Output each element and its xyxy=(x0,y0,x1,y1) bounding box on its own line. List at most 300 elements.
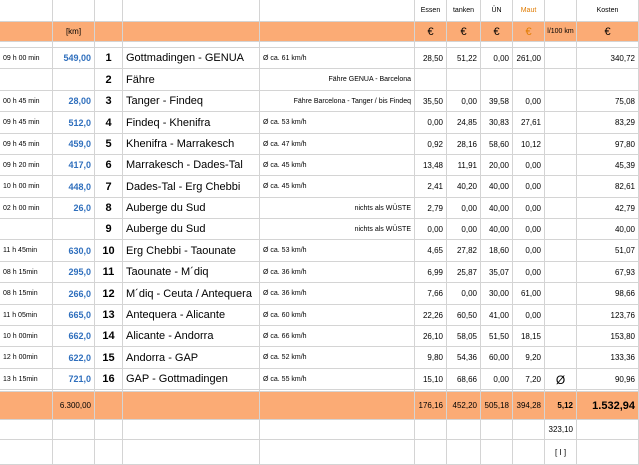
avg-row-cell[interactable] xyxy=(95,368,123,392)
row-maut-text: 0,00 xyxy=(525,203,541,213)
row-speed[interactable] xyxy=(260,240,415,262)
row-number[interactable] xyxy=(95,219,123,240)
row-essen[interactable] xyxy=(415,155,447,176)
row-route[interactable] xyxy=(123,112,260,134)
row-essen-text: 0,92 xyxy=(427,139,443,149)
row-essen[interactable] xyxy=(415,219,447,240)
header-blank-cell[interactable] xyxy=(0,0,53,22)
row-number[interactable] xyxy=(95,134,123,155)
row-tanken-text: 68,66 xyxy=(456,374,477,384)
row-kosten[interactable] xyxy=(577,219,639,240)
row-uen-text: 40,00 xyxy=(488,224,509,234)
row-kosten-text: 83,29 xyxy=(614,118,635,127)
totals-cell[interactable] xyxy=(260,392,415,420)
row-uen-text: 0,00 xyxy=(493,53,509,63)
row-speed[interactable] xyxy=(260,326,415,347)
header-kosten[interactable] xyxy=(577,0,639,22)
data-cell[interactable] xyxy=(0,69,53,91)
row-km[interactable] xyxy=(53,305,95,326)
unit-km-text: [km] xyxy=(65,27,82,36)
row-maut[interactable] xyxy=(513,134,545,155)
avg-row-cell[interactable] xyxy=(53,368,95,392)
total-tanken[interactable] xyxy=(447,392,481,420)
row-number[interactable] xyxy=(95,176,123,198)
header-blank-cell[interactable] xyxy=(260,0,415,22)
row-maut[interactable] xyxy=(513,176,545,198)
row-km[interactable] xyxy=(53,48,95,69)
row-maut[interactable] xyxy=(513,326,545,347)
row-speed[interactable] xyxy=(260,155,415,176)
row-km[interactable] xyxy=(53,326,95,347)
data-cell[interactable] xyxy=(447,69,481,91)
row-essen[interactable] xyxy=(415,91,447,112)
row-uen[interactable] xyxy=(481,48,513,69)
row-uen[interactable] xyxy=(481,347,513,369)
row-tanken[interactable] xyxy=(447,262,481,283)
row-kosten[interactable] xyxy=(577,240,639,262)
row-time[interactable] xyxy=(0,326,53,347)
row-time[interactable] xyxy=(0,305,53,326)
row-km-text: 26,0 xyxy=(73,203,91,213)
data-cell[interactable] xyxy=(53,69,95,91)
row-time[interactable] xyxy=(0,48,53,69)
row-maut[interactable] xyxy=(513,240,545,262)
unit-euro-maut-text: € xyxy=(525,25,532,38)
row-time[interactable] xyxy=(0,283,53,305)
row-uen[interactable] xyxy=(481,134,513,155)
row-uen[interactable] xyxy=(481,155,513,176)
row-uen-text: 39,58 xyxy=(488,96,509,106)
row-tanken-text: 11,91 xyxy=(457,160,477,170)
total-kosten-text: 1.532,94 xyxy=(592,399,635,412)
extra-cell[interactable] xyxy=(53,440,95,465)
unit-euro-maut[interactable] xyxy=(513,22,545,42)
row-kosten[interactable] xyxy=(577,326,639,347)
row-time[interactable] xyxy=(0,176,53,198)
row-kosten-text: 45,39 xyxy=(614,160,635,170)
avg-row-cell[interactable] xyxy=(123,368,260,392)
row-essen[interactable] xyxy=(415,134,447,155)
row-route-text: Erg Chebbi - Taounate xyxy=(126,244,236,257)
row-speed[interactable] xyxy=(260,347,415,369)
header-essen[interactable] xyxy=(415,0,447,22)
row-note[interactable] xyxy=(260,219,415,240)
row-speed[interactable] xyxy=(260,176,415,198)
row-speed-text: Ø ca. 61 km/h xyxy=(263,54,307,62)
row-route[interactable] xyxy=(123,305,260,326)
row-uen[interactable] xyxy=(481,176,513,198)
row-maut-text: 0,00 xyxy=(525,310,541,320)
row-route[interactable] xyxy=(123,198,260,219)
row-tanken[interactable] xyxy=(447,198,481,219)
data-cell[interactable] xyxy=(545,155,577,176)
row-tanken[interactable] xyxy=(447,134,481,155)
row-kosten[interactable] xyxy=(577,262,639,283)
data-cell[interactable] xyxy=(545,262,577,283)
data-cell[interactable] xyxy=(545,219,577,240)
row-km-text: 630,0 xyxy=(68,245,91,256)
row-route[interactable] xyxy=(123,69,260,91)
total-per100[interactable] xyxy=(545,392,577,420)
extra-cell[interactable] xyxy=(577,440,639,465)
row-speed[interactable] xyxy=(260,48,415,69)
row-time-text: 12 h 00min xyxy=(3,354,38,361)
row-route-text: GAP - Gottmadingen xyxy=(126,373,228,385)
totals-cell[interactable] xyxy=(0,392,53,420)
extra-value[interactable] xyxy=(545,420,577,440)
row-route[interactable] xyxy=(123,326,260,347)
row-km[interactable] xyxy=(53,240,95,262)
row-time[interactable] xyxy=(0,262,53,283)
row-tanken-text: 25,87 xyxy=(456,267,477,277)
row-km[interactable] xyxy=(53,347,95,369)
extra-cell[interactable] xyxy=(415,440,447,465)
row-km-text: 662,0 xyxy=(68,331,91,341)
row-route-text: Alicante - Andorra xyxy=(126,330,214,342)
row-essen[interactable] xyxy=(415,347,447,369)
header-blank-cell[interactable] xyxy=(53,0,95,22)
row-time-text: 09 h 00 min xyxy=(3,54,40,62)
row-tanken-text: 51,22 xyxy=(456,53,477,63)
row-route[interactable] xyxy=(123,347,260,369)
row-maut-text: 0,00 xyxy=(525,182,541,191)
row-number[interactable] xyxy=(95,240,123,262)
total-essen[interactable] xyxy=(415,392,447,420)
row-km[interactable] xyxy=(53,134,95,155)
extra-cell[interactable] xyxy=(447,420,481,440)
row-number[interactable] xyxy=(95,91,123,112)
row-tanken[interactable] xyxy=(447,305,481,326)
row-essen-text: 22,26 xyxy=(422,310,443,320)
unit-row-cell[interactable] xyxy=(123,22,260,42)
unit-km[interactable] xyxy=(53,22,95,42)
row-km[interactable] xyxy=(53,283,95,305)
row-route-text: Dades-Tal - Erg Chebbi xyxy=(126,180,241,193)
row-number[interactable] xyxy=(95,305,123,326)
row-speed[interactable] xyxy=(260,134,415,155)
row-route[interactable] xyxy=(123,262,260,283)
unit-euro-uen[interactable] xyxy=(481,22,513,42)
extra-cell[interactable] xyxy=(123,440,260,465)
data-cell[interactable] xyxy=(545,326,577,347)
row-kosten[interactable] xyxy=(577,305,639,326)
row-uen[interactable] xyxy=(481,219,513,240)
header-uen[interactable] xyxy=(481,0,513,22)
row-number[interactable] xyxy=(95,112,123,134)
data-cell[interactable] xyxy=(545,198,577,219)
row-time[interactable] xyxy=(0,347,53,369)
row-km[interactable] xyxy=(53,155,95,176)
data-cell[interactable] xyxy=(545,112,577,134)
row-maut[interactable] xyxy=(513,262,545,283)
row-speed-text: Ø ca. 36 km/h xyxy=(263,268,307,276)
row-uen[interactable] xyxy=(481,326,513,347)
row-maut[interactable] xyxy=(513,155,545,176)
data-cell[interactable] xyxy=(545,69,577,91)
extra-cell[interactable] xyxy=(577,420,639,440)
extra-cell[interactable] xyxy=(53,420,95,440)
row-kosten[interactable] xyxy=(577,198,639,219)
avg-row-cell[interactable] xyxy=(260,368,415,392)
row-km[interactable] xyxy=(53,176,95,198)
extra-cell[interactable] xyxy=(123,420,260,440)
row-km-text: 295,0 xyxy=(68,267,91,277)
row-number-text: 5 xyxy=(105,138,112,150)
extra-cell[interactable] xyxy=(260,420,415,440)
row-uen[interactable] xyxy=(481,91,513,112)
header-kosten-text: Kosten xyxy=(596,7,619,14)
row-maut[interactable] xyxy=(513,112,545,134)
row-route-text: Taounate - M´diq xyxy=(126,266,209,278)
header-essen-text: Essen xyxy=(420,7,441,14)
data-cell[interactable] xyxy=(0,219,53,240)
row-maut-text: 7,20 xyxy=(525,374,541,384)
total-kosten[interactable] xyxy=(577,392,639,420)
row-kosten-text: 98,66 xyxy=(614,289,635,298)
extra-cell[interactable] xyxy=(447,440,481,465)
row-essen[interactable] xyxy=(415,283,447,305)
data-cell[interactable] xyxy=(577,69,639,91)
row-maut[interactable] xyxy=(513,305,545,326)
row-maut[interactable] xyxy=(513,283,545,305)
data-cell[interactable] xyxy=(545,283,577,305)
row-km[interactable] xyxy=(53,262,95,283)
unit-euro-kosten[interactable] xyxy=(577,22,639,42)
row-essen-text: 15,10 xyxy=(422,374,443,384)
unit-euro-tanken[interactable] xyxy=(447,22,481,42)
row-note[interactable] xyxy=(260,198,415,219)
row-essen[interactable] xyxy=(415,48,447,69)
extra-cell[interactable] xyxy=(513,420,545,440)
average-symbol[interactable] xyxy=(545,368,577,392)
row-km-text: 448,0 xyxy=(68,181,91,192)
row-tanken[interactable] xyxy=(447,326,481,347)
row-time[interactable] xyxy=(0,198,53,219)
header-tanken[interactable] xyxy=(447,0,481,22)
row-essen[interactable] xyxy=(415,176,447,198)
row-speed-text: Ø ca. 53 km/h xyxy=(263,119,307,126)
row-route[interactable] xyxy=(123,219,260,240)
row-maut[interactable] xyxy=(513,347,545,369)
data-cell[interactable] xyxy=(53,219,95,240)
avg-row-cell[interactable] xyxy=(481,368,513,392)
extra-cell[interactable] xyxy=(0,440,53,465)
data-cell[interactable] xyxy=(481,69,513,91)
header-blank-cell[interactable] xyxy=(123,0,260,22)
unit-per100[interactable] xyxy=(545,22,577,42)
row-number-text: 7 xyxy=(105,180,112,193)
row-kosten[interactable] xyxy=(577,112,639,134)
row-tanken[interactable] xyxy=(447,91,481,112)
row-route-text: Fähre xyxy=(126,73,155,86)
row-uen-text: 40,00 xyxy=(488,182,509,191)
row-time-text: 09 h 45 min xyxy=(3,140,40,148)
extra-value-text: 323,10 xyxy=(548,425,573,434)
row-maut-text: 10,12 xyxy=(520,139,541,149)
data-cell[interactable] xyxy=(545,240,577,262)
row-uen[interactable] xyxy=(481,283,513,305)
row-tanken[interactable] xyxy=(447,240,481,262)
row-number-text: 11 xyxy=(102,266,115,278)
row-uen[interactable] xyxy=(481,262,513,283)
row-uen[interactable] xyxy=(481,112,513,134)
row-route[interactable] xyxy=(123,91,260,112)
extra-cell[interactable] xyxy=(260,440,415,465)
row-speed-text: Ø ca. 36 km/h xyxy=(263,290,307,297)
row-number[interactable] xyxy=(95,155,123,176)
data-cell[interactable] xyxy=(545,347,577,369)
row-uen-text: 20,00 xyxy=(488,160,509,170)
row-kosten-text: 67,93 xyxy=(614,267,635,277)
row-time[interactable] xyxy=(0,240,53,262)
row-km[interactable] xyxy=(53,198,95,219)
row-kosten[interactable] xyxy=(577,176,639,198)
row-km[interactable] xyxy=(53,91,95,112)
row-maut[interactable] xyxy=(513,198,545,219)
unit-euro-essen[interactable] xyxy=(415,22,447,42)
row-tanken[interactable] xyxy=(447,48,481,69)
extra-cell[interactable] xyxy=(481,440,513,465)
row-route[interactable] xyxy=(123,283,260,305)
avg-row-cell[interactable] xyxy=(513,368,545,392)
row-route-text: Gottmadingen - GENUA xyxy=(126,52,244,64)
row-time[interactable] xyxy=(0,91,53,112)
row-tanken[interactable] xyxy=(447,347,481,369)
row-number[interactable] xyxy=(95,48,123,69)
row-speed[interactable] xyxy=(260,283,415,305)
row-route[interactable] xyxy=(123,155,260,176)
row-tanken[interactable] xyxy=(447,283,481,305)
row-speed-text: Ø ca. 45 km/h xyxy=(263,183,307,190)
header-blank-cell[interactable] xyxy=(95,0,123,22)
row-route[interactable] xyxy=(123,176,260,198)
row-tanken[interactable] xyxy=(447,219,481,240)
row-essen[interactable] xyxy=(415,198,447,219)
row-route-text: Findeq - Khenifra xyxy=(126,116,211,129)
unit-row-cell[interactable] xyxy=(95,22,123,42)
row-tanken[interactable] xyxy=(447,176,481,198)
data-cell[interactable] xyxy=(545,176,577,198)
row-number[interactable] xyxy=(95,283,123,305)
row-number[interactable] xyxy=(95,326,123,347)
row-maut-text: 0,00 xyxy=(525,160,541,170)
avg-row-cell[interactable] xyxy=(577,368,639,392)
extra-cell[interactable] xyxy=(415,420,447,440)
row-uen[interactable] xyxy=(481,240,513,262)
row-number[interactable] xyxy=(95,347,123,369)
row-essen[interactable] xyxy=(415,112,447,134)
data-cell[interactable] xyxy=(545,134,577,155)
total-essen-text: 176,16 xyxy=(418,401,443,410)
row-essen-text: 2,79 xyxy=(427,203,443,213)
total-maut-text: 394,28 xyxy=(516,401,541,410)
extra-cell[interactable] xyxy=(0,420,53,440)
avg-row-cell[interactable] xyxy=(415,368,447,392)
totals-cell[interactable] xyxy=(95,392,123,420)
row-route[interactable] xyxy=(123,240,260,262)
row-speed-text: Ø ca. 60 km/h xyxy=(263,311,307,319)
header-maut[interactable] xyxy=(513,0,545,22)
row-route[interactable] xyxy=(123,134,260,155)
data-cell[interactable] xyxy=(545,305,577,326)
row-number[interactable] xyxy=(95,262,123,283)
extra-cell[interactable] xyxy=(95,440,123,465)
row-uen-text: 58,60 xyxy=(488,139,509,149)
row-maut[interactable] xyxy=(513,219,545,240)
row-kosten[interactable] xyxy=(577,283,639,305)
row-kosten[interactable] xyxy=(577,155,639,176)
row-maut[interactable] xyxy=(513,91,545,112)
row-km-text: 28,00 xyxy=(68,96,91,106)
row-route[interactable] xyxy=(123,48,260,69)
extra-bracket[interactable] xyxy=(545,440,577,465)
row-speed[interactable] xyxy=(260,262,415,283)
row-note[interactable] xyxy=(260,69,415,91)
row-time[interactable] xyxy=(0,155,53,176)
row-time[interactable] xyxy=(0,112,53,134)
row-maut-text: 261,00 xyxy=(516,53,541,63)
row-km-text: 266,0 xyxy=(68,288,91,299)
unit-euro-kosten-text: € xyxy=(604,25,611,38)
row-speed[interactable] xyxy=(260,112,415,134)
row-kosten[interactable] xyxy=(577,347,639,369)
unit-euro-uen-text: € xyxy=(493,25,500,38)
total-tanken-text: 452,20 xyxy=(452,401,477,410)
total-maut[interactable] xyxy=(513,392,545,420)
unit-row-cell[interactable] xyxy=(0,22,53,42)
data-cell[interactable] xyxy=(545,91,577,112)
unit-row-cell[interactable] xyxy=(260,22,415,42)
row-essen-text: 7,66 xyxy=(427,289,443,298)
totals-cell[interactable] xyxy=(123,392,260,420)
row-tanken[interactable] xyxy=(447,112,481,134)
header-blank-cell[interactable] xyxy=(545,0,577,22)
row-speed[interactable] xyxy=(260,305,415,326)
extra-cell[interactable] xyxy=(481,420,513,440)
row-note[interactable] xyxy=(260,91,415,112)
extra-cell[interactable] xyxy=(513,440,545,465)
extra-cell[interactable] xyxy=(95,420,123,440)
total-uen[interactable] xyxy=(481,392,513,420)
row-uen-text: 30,83 xyxy=(488,118,509,127)
data-cell[interactable] xyxy=(545,48,577,69)
row-uen[interactable] xyxy=(481,305,513,326)
row-essen[interactable] xyxy=(415,326,447,347)
row-essen[interactable] xyxy=(415,262,447,283)
row-uen[interactable] xyxy=(481,198,513,219)
avg-row-cell[interactable] xyxy=(447,368,481,392)
data-cell[interactable] xyxy=(513,69,545,91)
row-maut-text: 61,00 xyxy=(520,289,541,298)
row-tanken-text: 58,05 xyxy=(456,331,477,341)
row-essen[interactable] xyxy=(415,240,447,262)
avg-row-cell[interactable] xyxy=(0,368,53,392)
row-kosten[interactable] xyxy=(577,91,639,112)
row-essen[interactable] xyxy=(415,305,447,326)
unit-euro-essen-text: € xyxy=(427,25,434,38)
row-kosten[interactable] xyxy=(577,134,639,155)
row-kosten[interactable] xyxy=(577,48,639,69)
total-km[interactable] xyxy=(53,392,95,420)
row-number[interactable] xyxy=(95,69,123,91)
row-time[interactable] xyxy=(0,134,53,155)
row-maut[interactable] xyxy=(513,48,545,69)
row-number[interactable] xyxy=(95,198,123,219)
row-uen-text: 30,00 xyxy=(488,289,509,298)
row-km[interactable] xyxy=(53,112,95,134)
row-tanken[interactable] xyxy=(447,155,481,176)
data-cell[interactable] xyxy=(415,69,447,91)
